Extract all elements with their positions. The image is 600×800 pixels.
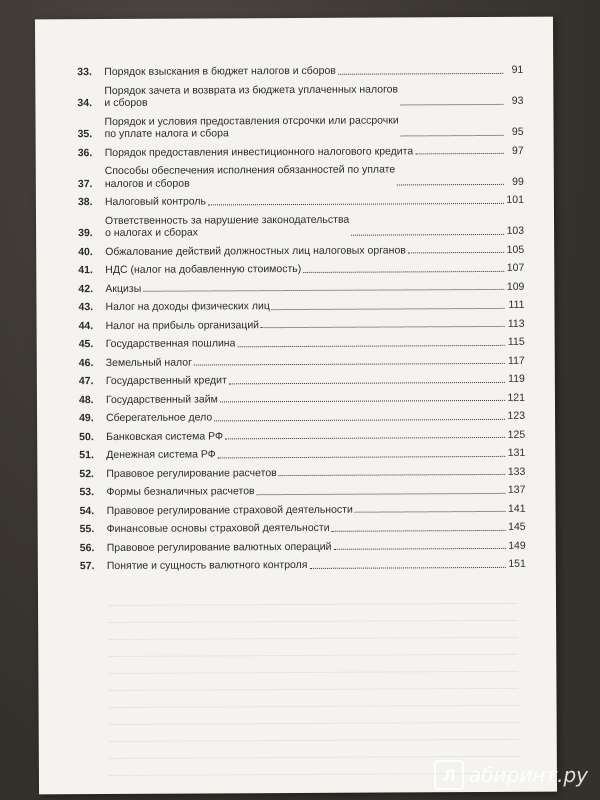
toc-entry bbox=[80, 539, 526, 554]
toc-entry-title: Формы безналичных расчетов bbox=[106, 485, 255, 498]
toc-entry-number: 51. bbox=[79, 449, 94, 462]
toc-entry bbox=[77, 64, 523, 79]
toc-entry-page: 125 bbox=[507, 428, 526, 441]
toc-entry-title: Государственный займ bbox=[105, 392, 218, 406]
toc-entry-title: Земельный налог bbox=[105, 356, 192, 369]
toc-entry bbox=[77, 82, 523, 109]
toc-entry bbox=[79, 484, 525, 499]
watermark-logo-icon: Л bbox=[434, 760, 464, 790]
toc-entry bbox=[78, 299, 524, 314]
toc-entry-page: 151 bbox=[508, 557, 526, 570]
toc-entry bbox=[78, 243, 524, 258]
dot-leader bbox=[408, 252, 504, 254]
dot-leader bbox=[400, 103, 503, 105]
dot-leader bbox=[257, 492, 506, 494]
toc-entry-number: 34. bbox=[77, 97, 93, 110]
toc-entry-number: 37. bbox=[77, 177, 93, 190]
dot-leader bbox=[401, 134, 504, 136]
toc-entry-number: 49. bbox=[79, 412, 94, 425]
toc-entry bbox=[79, 317, 525, 332]
toc-entry-page: 91 bbox=[511, 63, 524, 76]
toc-entry-page: 119 bbox=[508, 372, 525, 385]
dot-leader bbox=[225, 437, 505, 439]
dot-leader bbox=[208, 202, 504, 205]
toc-entry-page: 141 bbox=[507, 502, 526, 515]
toc-entry-number: 47. bbox=[78, 375, 94, 388]
toc-entry-title: Акцизы bbox=[105, 282, 142, 295]
toc-entry-title: Правовое регулирование страховой деятельности bbox=[106, 503, 353, 517]
toc-entry bbox=[77, 113, 523, 140]
dot-leader bbox=[303, 270, 504, 272]
toc-entry-number: 48. bbox=[78, 393, 94, 406]
toc-entry bbox=[78, 163, 524, 190]
toc-entry-number: 35. bbox=[77, 128, 93, 141]
toc-entry bbox=[79, 428, 525, 443]
dot-leader bbox=[220, 400, 505, 402]
toc-entry-number: 38. bbox=[77, 196, 93, 209]
toc-entry-number: 33. bbox=[77, 66, 92, 79]
toc-entry-title: Порядок зачета и возврата из бюджета уплаченных налогов и сборов bbox=[104, 82, 399, 109]
dot-leader bbox=[355, 511, 506, 513]
toc-entry-page: 121 bbox=[507, 391, 525, 404]
toc-entry-number: 52. bbox=[79, 467, 94, 480]
toc-entry-page: 93 bbox=[511, 94, 524, 107]
toc-entry-number: 43. bbox=[78, 301, 94, 314]
toc-entry bbox=[78, 194, 524, 209]
toc-entry-number: 54. bbox=[79, 504, 95, 517]
toc-entry-number: 39. bbox=[78, 227, 93, 240]
toc-entry-number: 53. bbox=[79, 486, 95, 499]
toc-entry-page: 111 bbox=[508, 298, 525, 311]
toc-entry-title: Государственный кредит bbox=[105, 374, 227, 387]
dot-leader bbox=[214, 418, 505, 421]
toc-entry bbox=[80, 521, 526, 536]
toc-entry-number: 55. bbox=[79, 523, 95, 536]
toc-entry-number: 57. bbox=[79, 560, 95, 573]
dot-leader bbox=[338, 72, 503, 74]
toc-entry-title: НДС (налог на добавленную стоимость) bbox=[105, 262, 302, 276]
toc-entry-number: 42. bbox=[78, 282, 94, 295]
dot-leader bbox=[218, 455, 506, 458]
toc-entry bbox=[79, 391, 525, 406]
toc-entry-page: 97 bbox=[511, 144, 524, 157]
toc-entry-title: Понятие и сущность валютного контроля bbox=[106, 558, 308, 572]
toc-entry-page: 137 bbox=[507, 483, 526, 496]
toc-entry-page: 123 bbox=[507, 409, 526, 422]
bleed-through-text bbox=[108, 589, 519, 778]
toc-entry-number: 46. bbox=[78, 356, 94, 369]
toc-entry-number: 50. bbox=[79, 430, 94, 443]
dot-leader bbox=[237, 344, 504, 346]
toc-entry bbox=[79, 336, 525, 351]
toc-entry-page: 149 bbox=[508, 539, 526, 552]
toc-entry-title: Сберегательное дело bbox=[106, 411, 213, 424]
dot-leader bbox=[229, 381, 505, 383]
toc-entry-title: Ответственность за нарушение законодательства о налогах и сборах bbox=[104, 213, 350, 239]
toc-entry-page: 107 bbox=[506, 261, 525, 274]
toc-entry-title: Порядок и условия предоставления отсрочки или рассрочки по уплате налога и сбора bbox=[104, 113, 399, 140]
toc-entry-title: Налог на прибыль организаций bbox=[105, 318, 260, 332]
toc-entry bbox=[79, 354, 525, 369]
toc-entry-page: 131 bbox=[507, 446, 526, 459]
watermark bbox=[434, 760, 588, 790]
dot-leader bbox=[397, 184, 504, 186]
watermark-text: абиринт.ру bbox=[469, 763, 588, 787]
toc-entry-title: Правовое регулирование валютных операций bbox=[106, 540, 332, 554]
toc-entry-number: 45. bbox=[78, 338, 94, 351]
dot-leader bbox=[279, 474, 506, 476]
book-page bbox=[35, 17, 557, 795]
toc-entry-page: 105 bbox=[506, 243, 525, 256]
toc-entry bbox=[78, 280, 524, 295]
dot-leader bbox=[261, 326, 505, 328]
toc-entry-title: Порядок предоставления инвестиционного налогового кредита bbox=[104, 144, 414, 159]
toc-entry-title: Способы обеспечения исполнения обязанностей по уплате налогов и сборов bbox=[104, 163, 396, 190]
dot-leader bbox=[332, 529, 506, 531]
dot-leader bbox=[333, 548, 505, 550]
toc-entry-number: 36. bbox=[77, 146, 93, 159]
toc-entry-title: Банковская система РФ bbox=[106, 429, 224, 443]
toc-entry-page: 117 bbox=[507, 354, 525, 367]
toc-entry-page: 113 bbox=[507, 317, 525, 330]
toc-entry bbox=[80, 558, 526, 573]
toc-entry-page: 103 bbox=[506, 224, 525, 237]
toc-entry-title: Государственная пошлина bbox=[105, 337, 236, 350]
toc-entry bbox=[79, 410, 525, 425]
toc-entry bbox=[79, 447, 525, 462]
toc-entry-number: 44. bbox=[78, 319, 94, 332]
toc-entry bbox=[79, 373, 525, 388]
toc-entry-number: 40. bbox=[78, 245, 93, 258]
table-of-contents bbox=[77, 64, 526, 579]
toc-entry-title: Налоговый контроль bbox=[104, 195, 207, 208]
toc-entry bbox=[78, 262, 524, 277]
toc-entry-title: Порядок взыскания в бюджет налогов и сборов bbox=[104, 64, 336, 78]
dot-leader bbox=[143, 289, 504, 292]
toc-entry-title: Налог на доходы физических лиц bbox=[105, 300, 270, 313]
toc-entry-number: 41. bbox=[78, 264, 93, 277]
dot-leader bbox=[194, 363, 505, 366]
toc-entry-number: 56. bbox=[79, 541, 95, 554]
toc-entry-page: 95 bbox=[511, 125, 524, 138]
toc-entry-title: Финансовые основы страховой деятельности bbox=[106, 521, 330, 535]
toc-entry-title: Обжалование действий должностных лиц налоговых органов bbox=[105, 243, 406, 258]
toc-entry-page: 109 bbox=[506, 280, 525, 293]
dot-leader bbox=[351, 233, 504, 235]
toc-entry bbox=[78, 212, 524, 239]
toc-entry-page: 145 bbox=[508, 520, 526, 533]
toc-entry bbox=[79, 465, 525, 480]
toc-entry bbox=[80, 502, 526, 517]
dot-leader bbox=[415, 153, 503, 154]
toc-entry bbox=[78, 144, 524, 159]
toc-entry-page: 101 bbox=[506, 193, 524, 206]
dot-leader bbox=[309, 566, 505, 568]
toc-entry-title: Денежная система РФ bbox=[106, 448, 216, 461]
toc-entry-title: Правовое регулирование расчетов bbox=[106, 466, 277, 480]
toc-entry-page: 99 bbox=[512, 175, 524, 188]
dot-leader bbox=[272, 307, 505, 309]
toc-entry-page: 133 bbox=[507, 465, 526, 478]
toc-entry-page: 115 bbox=[507, 335, 525, 348]
